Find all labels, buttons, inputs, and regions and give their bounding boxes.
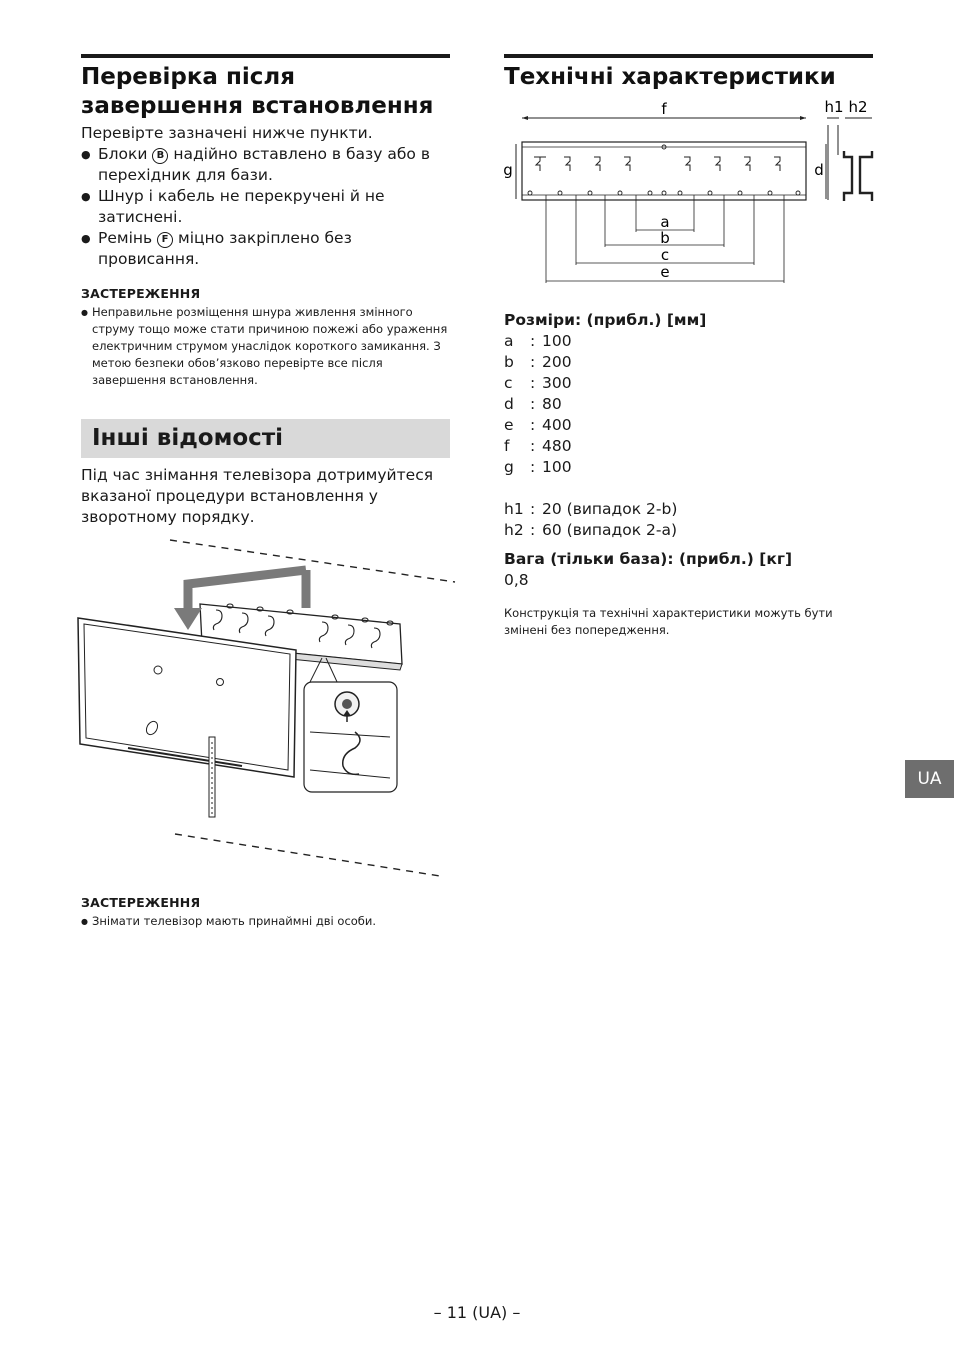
- spec-section: [504, 54, 873, 92]
- dimension-row: g : 100: [504, 458, 572, 476]
- label-f: f: [661, 100, 667, 118]
- h-dimensions-list: [504, 499, 873, 541]
- dimension-row: c : 300: [504, 374, 572, 392]
- caution-list: [81, 304, 450, 389]
- dimensions-heading: Розміри: (прибл.) [мм]: [504, 311, 707, 329]
- label-b: b: [660, 229, 670, 247]
- check-item: ● Шнур і кабель не перекручені й не затиснені.: [81, 186, 450, 228]
- check-section-title: Перевірка після завершення встановлення: [81, 64, 434, 119]
- circled-letter-icon: B: [152, 148, 168, 164]
- check-item: ● Блоки B надійно вставлено в базу або в перехідник для бази.: [81, 144, 450, 186]
- dimension-row: h1 : 20 (випадок 2-b): [504, 500, 678, 518]
- caution-item: ● Знімати телевізор мають принаймні дві особи.: [81, 913, 450, 930]
- dimension-row: a : 100: [504, 332, 572, 350]
- other-info-text: Під час знімання телевізора дотримуйтеся вказаної процедури встановлення у зворотному порядку.: [81, 466, 434, 526]
- label-g: g: [503, 161, 513, 179]
- dimension-row: e : 400: [504, 416, 572, 434]
- circled-letter-icon: F: [157, 232, 173, 248]
- dimensions-list: [504, 331, 873, 478]
- label-c: c: [660, 246, 670, 264]
- dimension-row: b : 200: [504, 353, 572, 371]
- section-rule: [81, 54, 450, 58]
- dimension-diagram: [500, 95, 880, 290]
- dimension-row: d : 80: [504, 395, 562, 413]
- weight-heading: Вага (тільки база): (прибл.) [кг]: [504, 550, 793, 568]
- caution-heading: ЗАСТЕРЕЖЕННЯ: [81, 286, 201, 301]
- caution-two-heading: ЗАСТЕРЕЖЕННЯ: [81, 895, 201, 910]
- check-intro: Перевірте зазначені нижче пункти.: [81, 124, 373, 142]
- caution-two: [81, 895, 450, 930]
- check-item: ● Ремінь F міцно закріплено без провисання.: [81, 228, 450, 270]
- dimension-row: f : 480: [504, 437, 572, 455]
- page-number: – 11 (UA) –: [433, 1303, 521, 1322]
- other-info-header: [81, 419, 450, 458]
- language-tab: UA: [905, 760, 954, 798]
- label-a: a: [660, 213, 670, 231]
- spec-section-title: Технічні характеристики: [504, 64, 836, 90]
- check-section: [81, 54, 450, 389]
- section-rule: [504, 54, 873, 58]
- label-e: e: [660, 263, 670, 281]
- spec-note: Конструкція та технічні характеристики можуть бути змінені без попередження.: [504, 606, 833, 637]
- caution-item: ● Неправильне розміщення шнура живлення змінного струму тощо може стати причиною пожежі або ураження електричним струмом унаслідок короткого замикання. З метою безпеки обов’язково перевірте все після завершення встановлення.: [81, 304, 450, 389]
- spec-text: [504, 310, 873, 639]
- check-list: [81, 144, 450, 270]
- other-info-title: Інші відомості: [92, 425, 284, 451]
- label-d: d: [814, 161, 824, 179]
- caution-two-list: [81, 913, 450, 930]
- tv-removal-illustration: [70, 532, 460, 882]
- label-h2: h2: [848, 98, 868, 116]
- weight-value: 0,8: [504, 571, 529, 589]
- dimension-row: h2 : 60 (випадок 2-a): [504, 521, 678, 539]
- label-h1: h1: [824, 98, 844, 116]
